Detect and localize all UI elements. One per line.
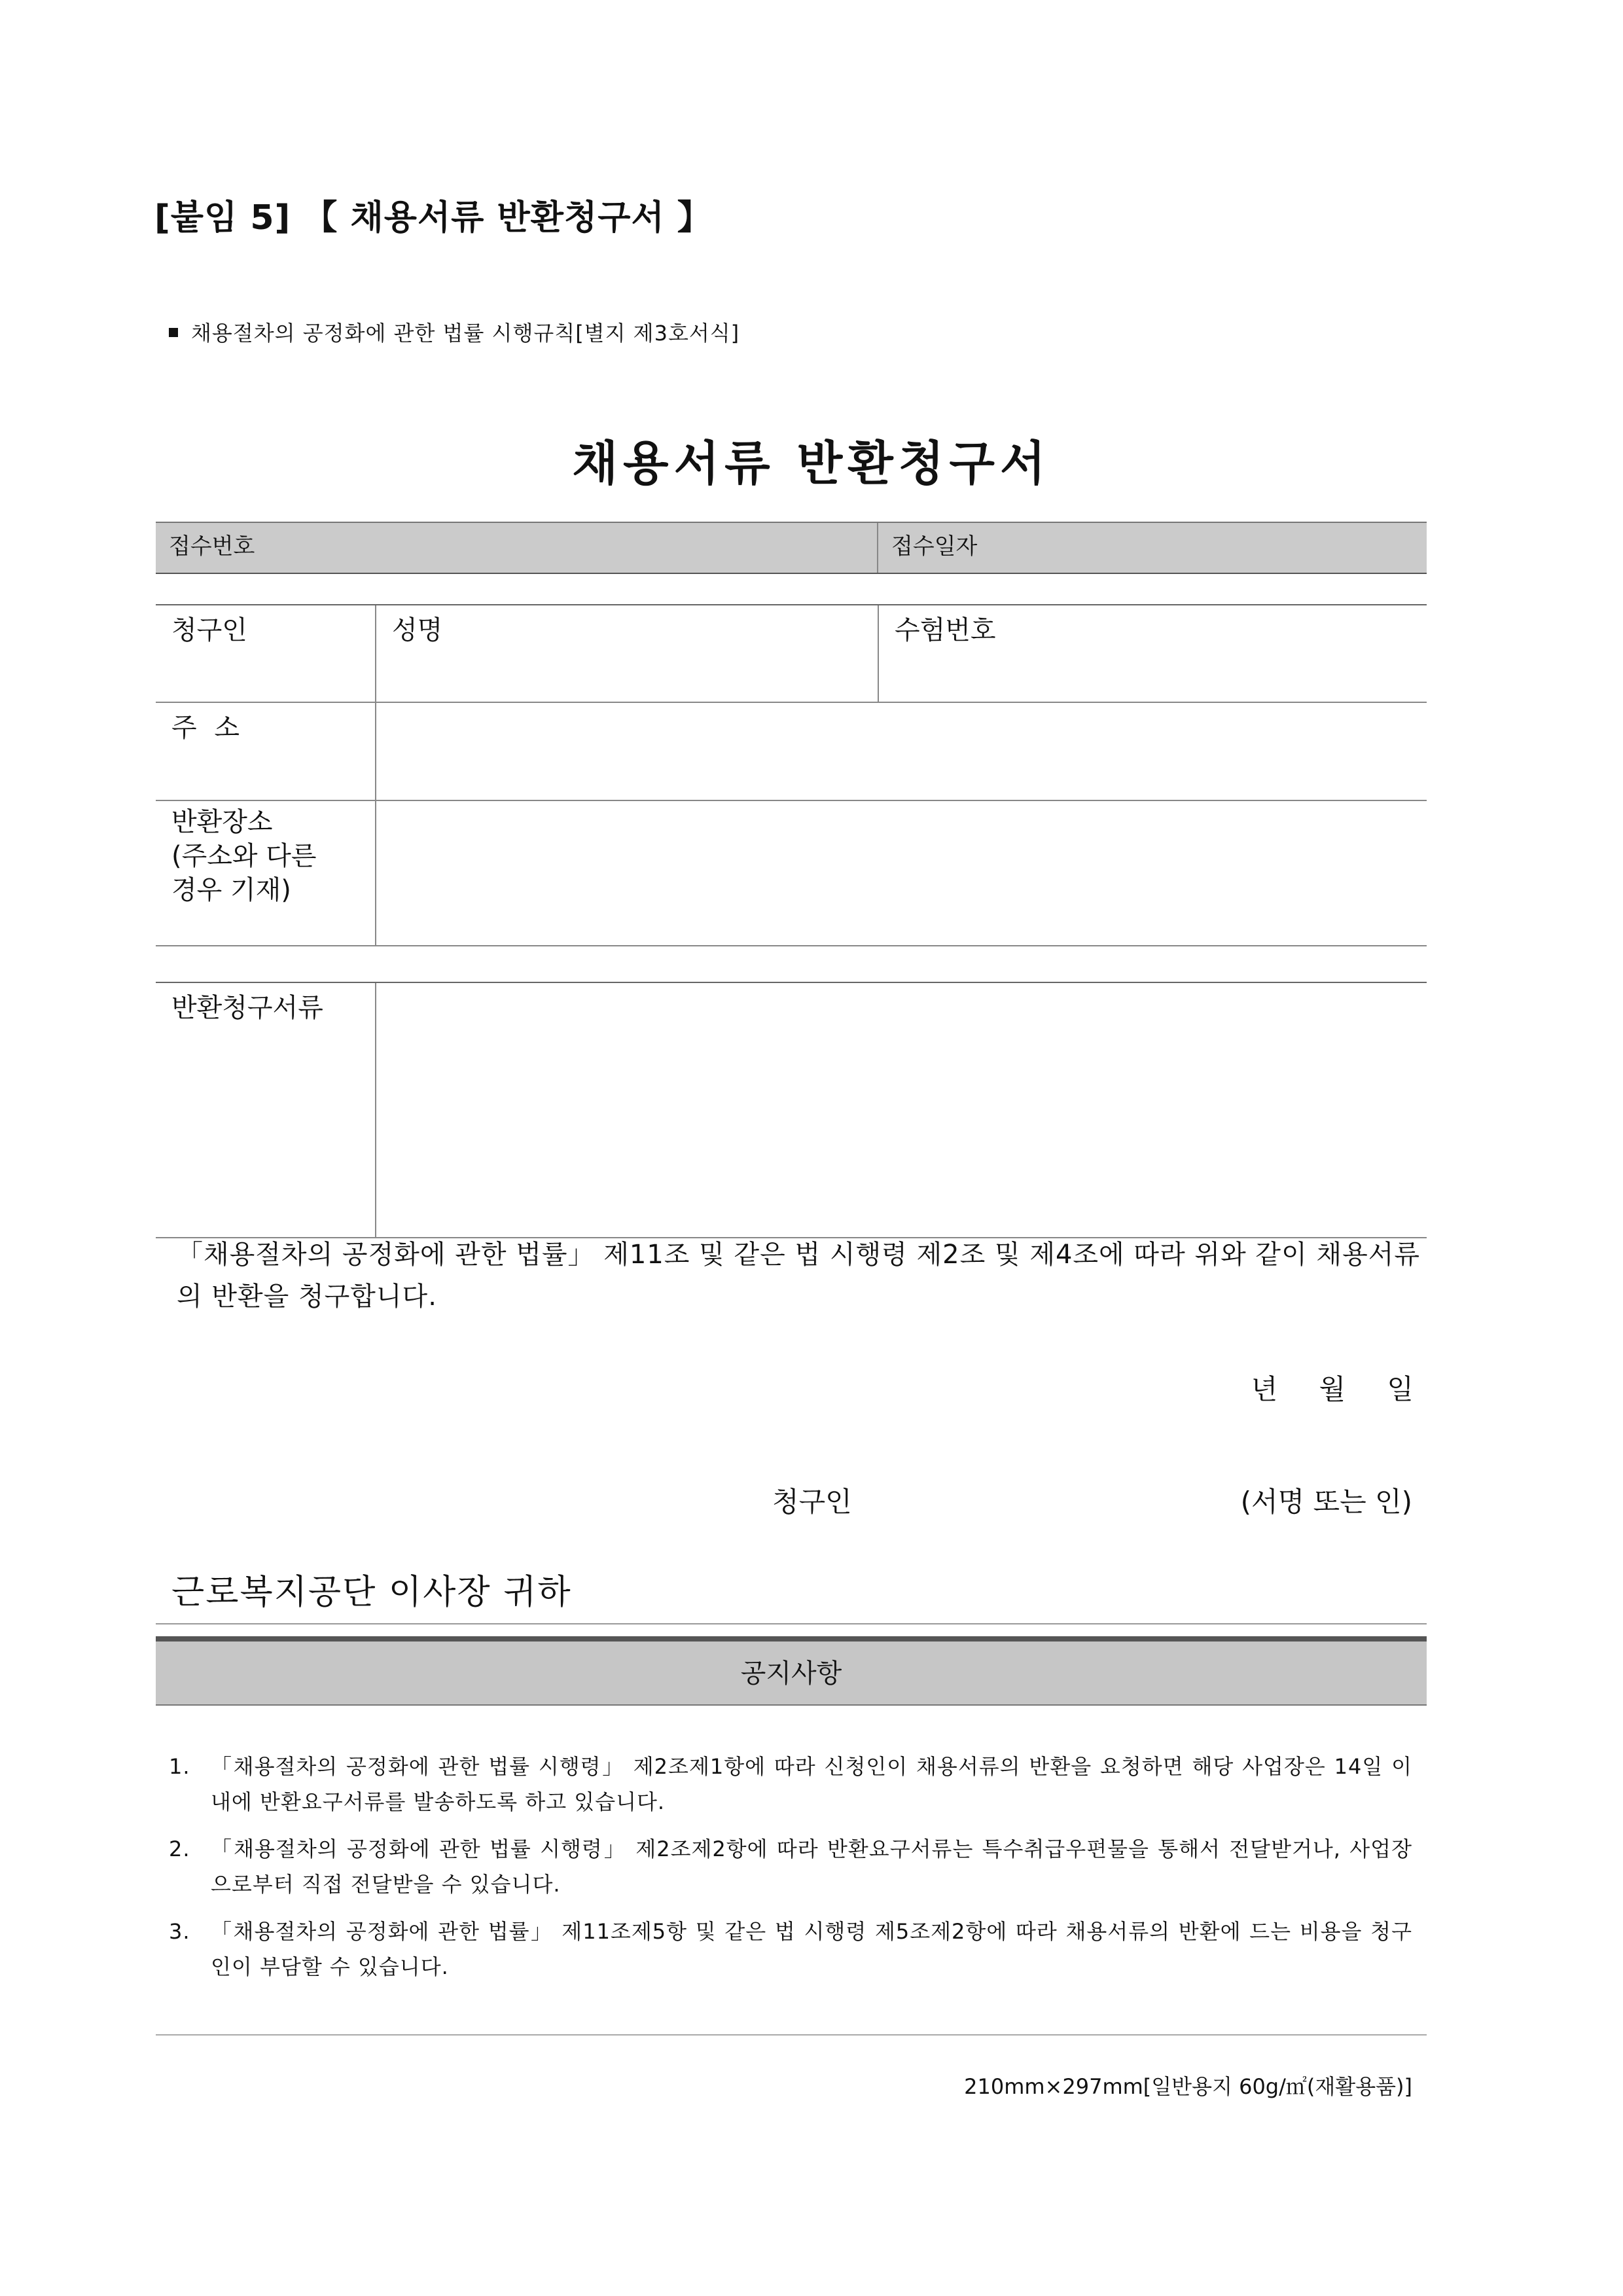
name-field[interactable] bbox=[376, 605, 878, 702]
divider bbox=[156, 1623, 1427, 1624]
attachment-heading: [붙임 5] 【 채용서류 반환청구서 】 bbox=[154, 198, 712, 238]
receipt-number-field[interactable] bbox=[156, 523, 878, 573]
form-reference-text: 채용절차의 공정화에 관한 법률 시행규칙[별지 제3호서식] bbox=[191, 321, 740, 346]
addressee: 근로복지공단 이사장 귀하 bbox=[171, 1573, 572, 1612]
name-label: 성명 bbox=[392, 615, 443, 645]
exam-number-field[interactable] bbox=[878, 605, 1427, 702]
item-text: 「채용절차의 공정화에 관한 법률 시행령」 제2조제1항에 따라 신청인이 채용서류의 반환을 요청하면 해당 사업장은 14일 이내에 반환요구서류를 발송하도록 하고 있습니다. bbox=[211, 1754, 1412, 1814]
divider bbox=[156, 2034, 1427, 2036]
receipt-bar bbox=[156, 522, 1427, 574]
signature-field[interactable]: (서명 또는 인) bbox=[1240, 1486, 1412, 1518]
address-label: 주 소 bbox=[156, 702, 376, 800]
address-field[interactable] bbox=[376, 702, 1427, 800]
list-item bbox=[169, 1914, 1412, 1984]
square-bullet-icon bbox=[169, 328, 178, 337]
form-reference bbox=[169, 317, 740, 347]
item-number: 1. bbox=[169, 1754, 190, 1779]
exam-number-label: 수험번호 bbox=[895, 615, 996, 645]
paper-spec: 210mm×297mm[일반용지 60g/㎡(재활용품)] bbox=[964, 2074, 1412, 2099]
documents-table bbox=[156, 982, 1427, 1238]
receipt-date-label: 접수일자 bbox=[891, 533, 978, 560]
item-text: 「채용절차의 공정화에 관한 법률」 제11조제5항 및 같은 법 시행령 제5조제2항에 따라 채용서류의 반환에 드는 비용을 청구인이 부담할 수 있습니다. bbox=[211, 1919, 1412, 1979]
item-text: 「채용절차의 공정화에 관한 법률 시행령」 제2조제2항에 따라 반환요구서류는 특수취급우편물을 통해서 전달받거나, 사업장으로부터 직접 전달받을 수 있습니다. bbox=[211, 1837, 1412, 1897]
return-place-label bbox=[156, 800, 376, 946]
return-place-field[interactable] bbox=[376, 800, 1427, 946]
list-item bbox=[169, 1831, 1412, 1902]
claimant-label: 청구인 bbox=[156, 605, 376, 702]
date-line: 년 월 일 bbox=[1251, 1373, 1414, 1405]
notice-list bbox=[169, 1749, 1412, 1996]
return-documents-field[interactable] bbox=[376, 982, 1427, 1238]
item-number: 2. bbox=[169, 1837, 190, 1861]
receipt-number-label: 접수번호 bbox=[169, 533, 255, 560]
signature-claimant-label: 청구인 bbox=[772, 1486, 852, 1518]
item-number: 3. bbox=[169, 1919, 190, 1944]
return-place-label-line3: 경우 기재) bbox=[171, 875, 291, 905]
return-place-label-line1: 반환장소 bbox=[171, 807, 273, 837]
return-documents-label: 반환청구서류 bbox=[156, 982, 376, 1238]
form-title: 채용서류 반환청구서 bbox=[572, 436, 1051, 491]
notice-header: 공지사항 bbox=[156, 1636, 1427, 1706]
return-place-label-line2: (주소와 다른 bbox=[171, 841, 317, 871]
claimant-table bbox=[156, 604, 1427, 946]
request-statement: 「채용절차의 공정화에 관한 법률」 제11조 및 같은 법 시행령 제2조 및 제4조에 따라 위와 같이 채용서류의 반환을 청구합니다. bbox=[177, 1240, 1420, 1312]
list-item bbox=[169, 1749, 1412, 1820]
receipt-date-field[interactable] bbox=[878, 523, 1427, 573]
